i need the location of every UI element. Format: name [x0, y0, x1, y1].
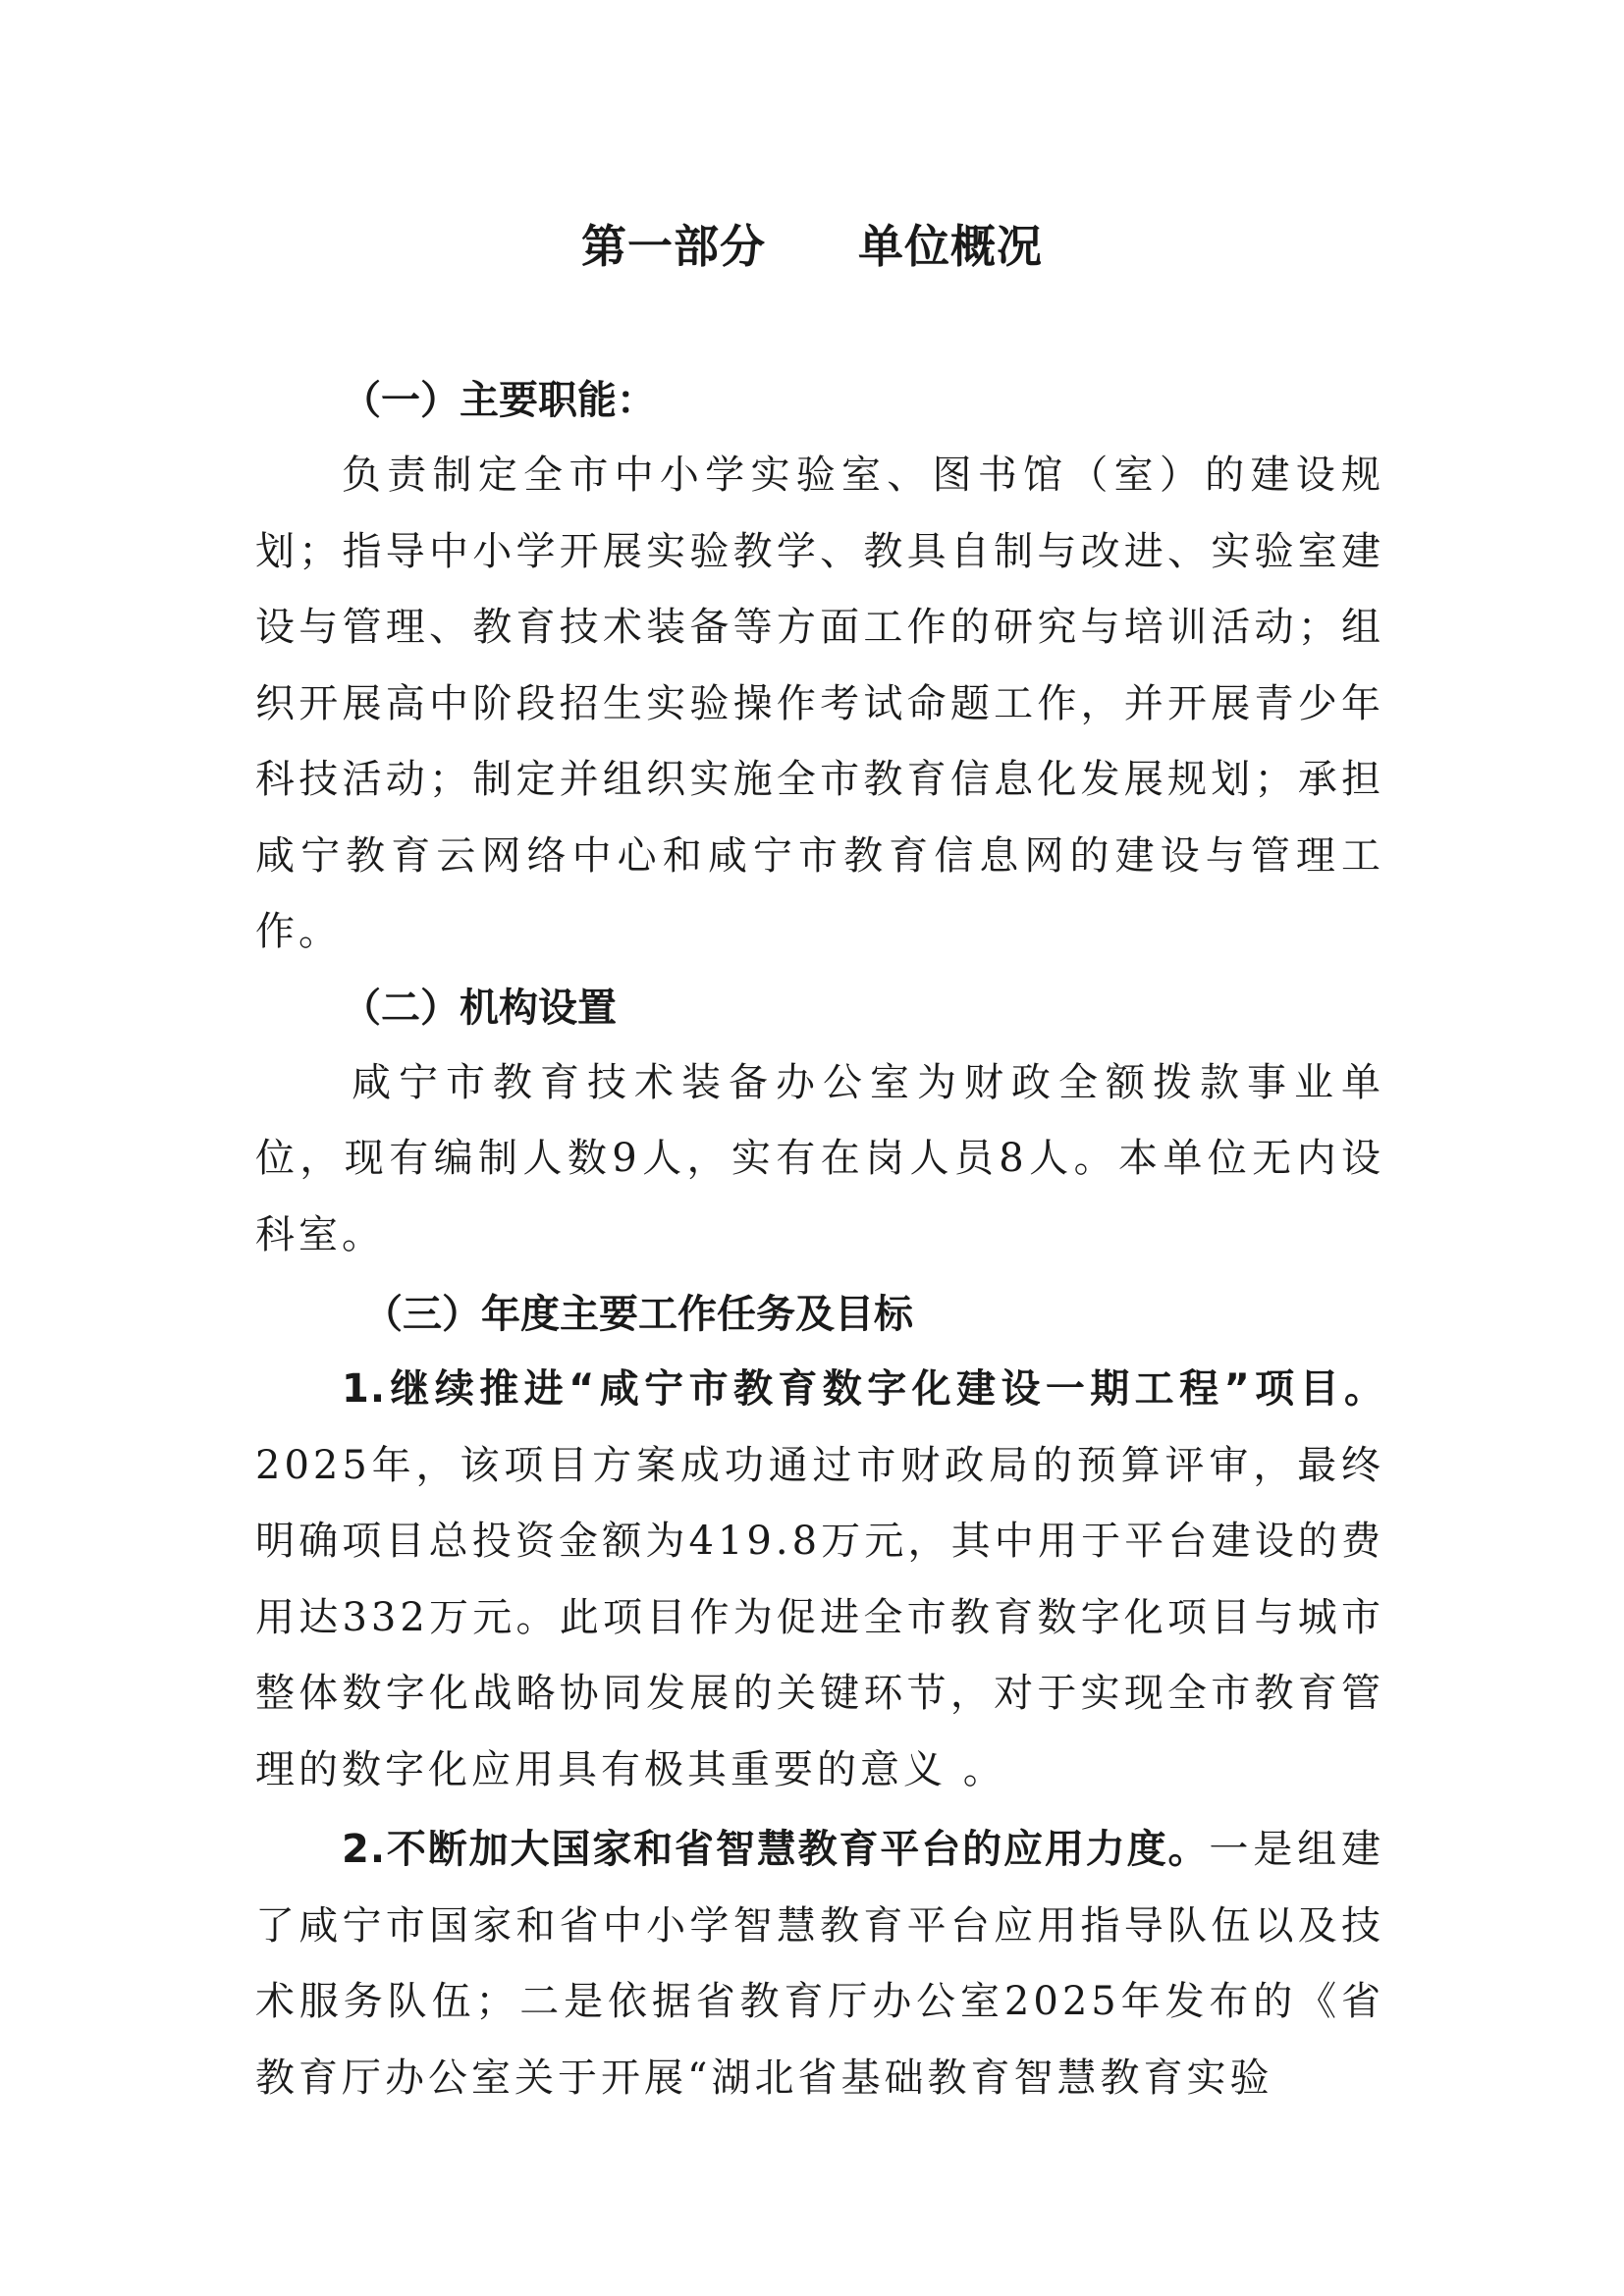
task-2-body: 一是组建了咸宁市国家和省中小学智慧教育平台应用指导队伍以及技术服务队伍；二是依据省教育厅办公室2025年发布的《省教育厅办公室关于开展“湖北省基础教育智慧教育实验 — [255, 1827, 1384, 2101]
section-heading-organization: （二）机构设置 — [342, 985, 617, 1031]
task-1-body: 2025年，该项目方案成功通过市财政局的预算评审，最终明确项目总投资金额为419.8万元，其中用于平台建设的费用达332万元。此项目作为促进全市教育数字化项目与城市整体数字化战略协同发展的关键环节，对于实现全市教育管理的数字化应用具有极其重要的意义 。 — [255, 1442, 1384, 1792]
section-heading-main-functions: （一）主要职能： — [342, 378, 656, 423]
section-heading-annual-tasks: （三）年度主要工作任务及目标 — [363, 1292, 913, 1337]
task-1-lead: 1.继续推进“咸宁市教育数字化建设一期工程”项目。 — [342, 1366, 1384, 1412]
paragraph-main-functions: 负责制定全市中小学实验室、图书馆（室）的建设规划；指导中小学开展实验教学、教具自制与改进、实验室建设与管理、教育技术装备等方面工作的研究与培训活动；组织开展高中阶段招生实验操作考试命题工作，并开展青少年科技活动；制定并组织实施全市教育信息化发展规划；承担咸宁教育云网络中心和咸宁市教育信息网的建设与管理工作。 — [255, 453, 1384, 954]
paragraph-task-1 — [255, 1352, 1384, 1808]
paragraph-task-2 — [255, 1812, 1384, 2116]
task-2-lead: 2.不断加大国家和省智慧教育平台的应用力度。 — [342, 1827, 1210, 1872]
page-title: 第一部分 单位概况 — [581, 220, 1043, 273]
paragraph-organization: 咸宁市教育技术装备办公室为财政全额拨款事业单位，现有编制人数9人，实有在岗人员8人。本单位无内设科室。 — [255, 1059, 1384, 1257]
document-body — [255, 363, 1384, 2116]
